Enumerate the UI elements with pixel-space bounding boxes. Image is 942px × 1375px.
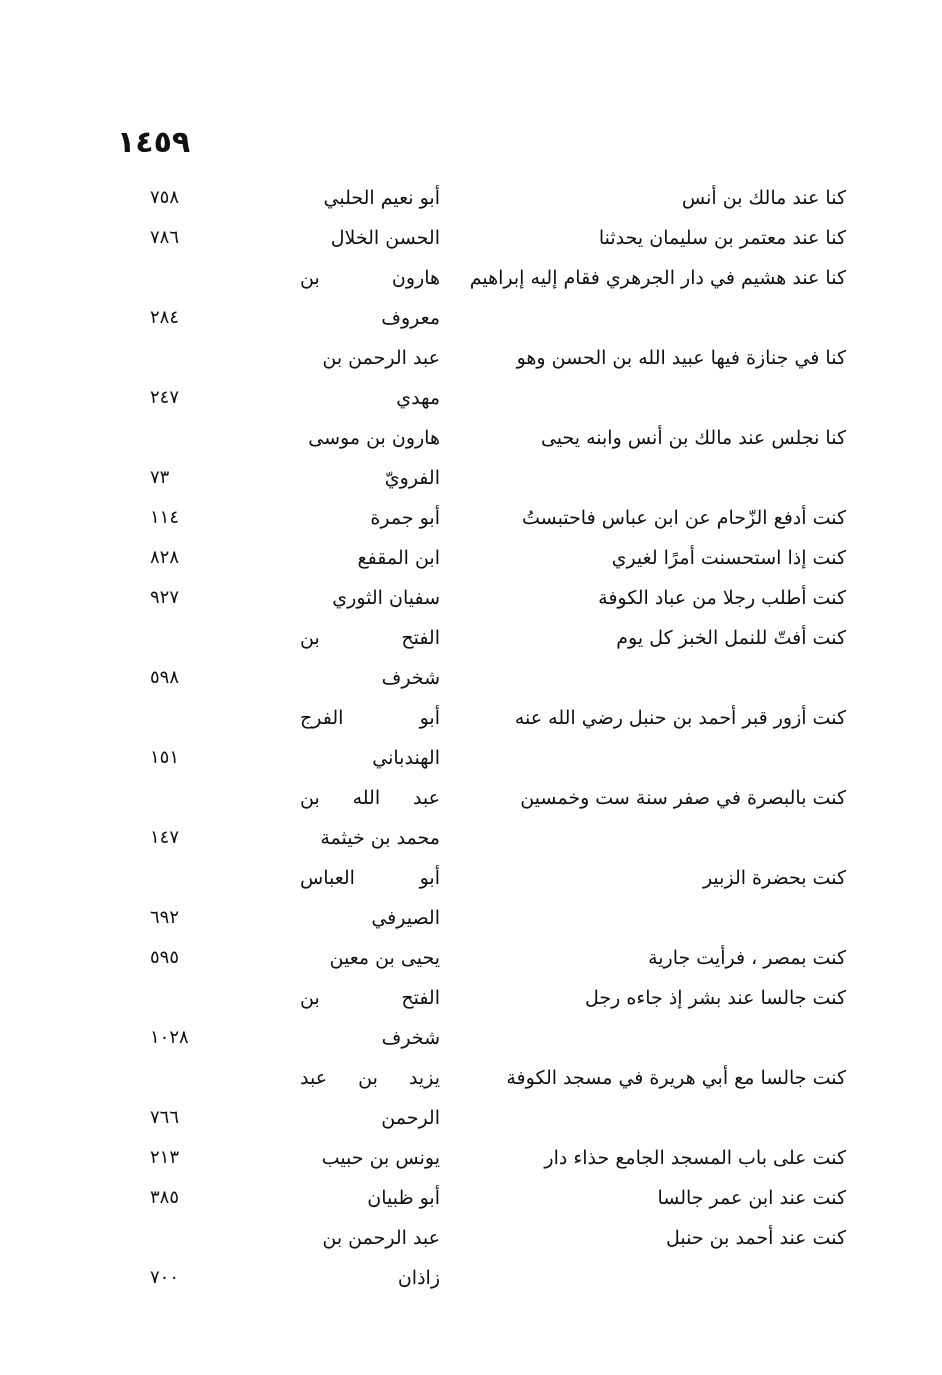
index-line bbox=[0, 618, 942, 658]
opening-phrase: كنت بالبصرة في صفر سنة ست وخمسين bbox=[520, 787, 846, 809]
narrator-name: أبو ظبيان bbox=[367, 1187, 440, 1209]
index-list bbox=[0, 178, 942, 1298]
narrator-name: هارون بن bbox=[300, 267, 440, 289]
opening-phrase: كنت جالسا عند بشر إذ جاءه رجل bbox=[585, 987, 846, 1009]
narrator-name: عبد الرحمن بن bbox=[322, 347, 440, 369]
entry-number: ١٠٢٨ bbox=[150, 1027, 189, 1048]
entry-number: ٢١٣ bbox=[150, 1147, 180, 1168]
index-line bbox=[0, 498, 942, 538]
index-line bbox=[0, 858, 942, 898]
opening-phrase: كنا في جنازة فيها عبيد الله بن الحسن وهو bbox=[516, 347, 846, 369]
index-line bbox=[0, 538, 942, 578]
opening-phrase: كنت إذا استحسنت أمرًا لغيري bbox=[611, 547, 846, 569]
index-line bbox=[0, 578, 942, 618]
opening-phrase: كنا عند معتمر بن سليمان يحدثنا bbox=[598, 227, 846, 249]
entry-number: ٥٩٨ bbox=[150, 667, 180, 688]
narrator-name: الفتح بن bbox=[300, 987, 440, 1009]
opening-phrase: كنت أفتّ للنمل الخبز كل يوم bbox=[616, 627, 846, 649]
index-line bbox=[0, 1018, 942, 1058]
index-line bbox=[0, 378, 942, 418]
narrator-name: شخرف bbox=[381, 667, 440, 689]
narrator-name: الصيرفي bbox=[371, 907, 440, 929]
narrator-name: الهندباني bbox=[372, 747, 440, 769]
opening-phrase: كنا نجلس عند مالك بن أنس وابنه يحيى bbox=[540, 427, 846, 449]
opening-phrase: كنت أطلب رجلا من عباد الكوفة bbox=[598, 587, 846, 609]
narrator-name: أبو نعيم الحلبي bbox=[323, 187, 440, 209]
opening-phrase: كنت أدفع الزّحام عن ابن عباس فاحتبستُ bbox=[521, 507, 846, 529]
opening-phrase: كنت عند أحمد بن حنبل bbox=[666, 1227, 846, 1249]
narrator-name: محمد بن خيثمة bbox=[320, 827, 440, 849]
narrator-name: ابن المقفع bbox=[357, 547, 440, 569]
entry-number: ٧٥٨ bbox=[150, 187, 180, 208]
index-line bbox=[0, 658, 942, 698]
entry-number: ٧٨٦ bbox=[150, 227, 180, 248]
index-line bbox=[0, 698, 942, 738]
opening-phrase: كنت على باب المسجد الجامع حذاء دار bbox=[544, 1147, 846, 1169]
index-line bbox=[0, 1218, 942, 1258]
index-line bbox=[0, 178, 942, 218]
narrator-name: أبو الفرج bbox=[300, 707, 440, 729]
entry-number: ١١٤ bbox=[150, 507, 180, 528]
index-line bbox=[0, 418, 942, 458]
index-line bbox=[0, 1258, 942, 1298]
opening-phrase: كنت أزور قبر أحمد بن حنبل رضي الله عنه bbox=[514, 707, 846, 729]
opening-phrase: كنت بحضرة الزبير bbox=[702, 867, 846, 889]
index-line bbox=[0, 338, 942, 378]
index-line bbox=[0, 818, 942, 858]
narrator-name: عبد الله بن bbox=[300, 787, 440, 809]
index-line bbox=[0, 1138, 942, 1178]
narrator-name: هارون بن موسى bbox=[308, 427, 440, 449]
entry-number: ٢٨٤ bbox=[150, 307, 180, 328]
narrator-name: معروف bbox=[381, 307, 440, 329]
narrator-name: زاذان bbox=[397, 1267, 440, 1289]
entry-number: ٨٢٨ bbox=[150, 547, 180, 568]
entry-number: ١٤٧ bbox=[150, 827, 180, 848]
narrator-name: الرحمن bbox=[381, 1107, 440, 1129]
entry-number: ١٥١ bbox=[150, 747, 180, 768]
narrator-name: مهدي bbox=[396, 387, 440, 409]
entry-number: ٧٠٠ bbox=[150, 1267, 180, 1288]
narrator-name: عبد الرحمن بن bbox=[322, 1227, 440, 1249]
opening-phrase: كنت بمصر ، فرأيت جارية bbox=[648, 947, 846, 969]
entry-number: ٥٩٥ bbox=[150, 947, 180, 968]
index-line bbox=[0, 1098, 942, 1138]
page-number: ١٤٥٩ bbox=[117, 125, 191, 160]
index-line bbox=[0, 1058, 942, 1098]
index-line bbox=[0, 938, 942, 978]
opening-phrase: كنا عند مالك بن أنس bbox=[681, 187, 846, 209]
narrator-name: الفتح بن bbox=[300, 627, 440, 649]
index-line bbox=[0, 978, 942, 1018]
narrator-name: أبو العباس bbox=[300, 867, 440, 889]
index-line bbox=[0, 738, 942, 778]
index-line bbox=[0, 218, 942, 258]
entry-number: ٦٩٢ bbox=[150, 907, 180, 928]
index-line bbox=[0, 458, 942, 498]
entry-number: ٧٦٦ bbox=[150, 1107, 180, 1128]
opening-phrase: كنت جالسا مع أبي هريرة في مسجد الكوفة bbox=[506, 1067, 846, 1089]
narrator-name: الحسن الخلال bbox=[330, 227, 440, 249]
index-line bbox=[0, 898, 942, 938]
narrator-name: يزيد بن عبد bbox=[300, 1067, 440, 1089]
index-line bbox=[0, 778, 942, 818]
narrator-name: يونس بن حبيب bbox=[321, 1147, 440, 1169]
index-line bbox=[0, 1178, 942, 1218]
narrator-name: يحيى بن معين bbox=[329, 947, 440, 969]
entry-number: ٣٨٥ bbox=[150, 1187, 180, 1208]
opening-phrase: كنا عند هشيم في دار الجرهري فقام إليه إبراهيم bbox=[469, 267, 846, 289]
narrator-name: سفيان الثوري bbox=[332, 587, 440, 609]
narrator-name: أبو جمرة bbox=[370, 507, 440, 529]
opening-phrase: كنت عند ابن عمر جالسا bbox=[657, 1187, 846, 1209]
narrator-name: الفرويّ bbox=[384, 467, 440, 489]
index-line bbox=[0, 298, 942, 338]
entry-number: ٧٣ bbox=[150, 467, 170, 488]
index-line bbox=[0, 258, 942, 298]
narrator-name: شخرف bbox=[381, 1027, 440, 1049]
entry-number: ٩٢٧ bbox=[150, 587, 180, 608]
entry-number: ٢٤٧ bbox=[150, 387, 180, 408]
